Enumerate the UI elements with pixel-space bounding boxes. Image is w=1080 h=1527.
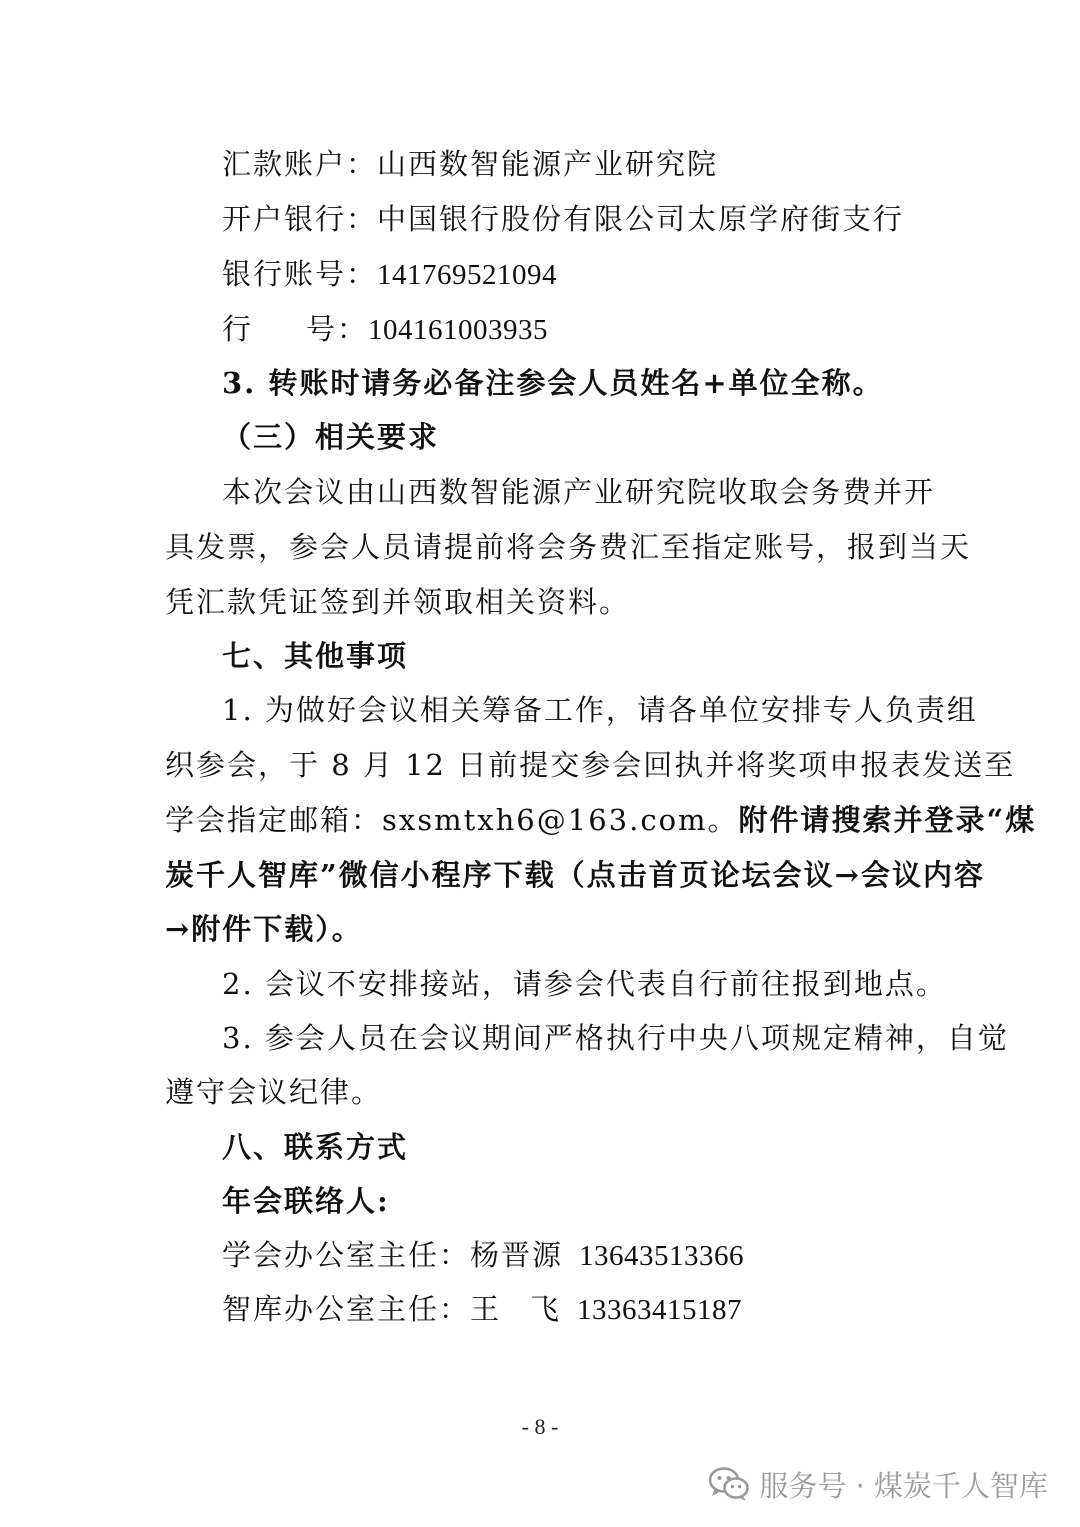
account-number-line: [222, 254, 922, 294]
account-label: 汇款账户：: [222, 147, 378, 181]
bank-number-label-b: 号：: [306, 312, 369, 346]
bank-value: 中国银行股份有限公司太原学府街支行: [377, 202, 905, 236]
other-item-3-line-2: 遵守会议纪律。: [165, 1075, 383, 1109]
contact-2-phone: 13363415187: [577, 1294, 743, 1326]
wechat-icon: [709, 1467, 749, 1501]
contact-1-phone: 13643513366: [579, 1240, 745, 1272]
watermark: [709, 1462, 1048, 1506]
bank-number-line: [222, 309, 922, 349]
other-item-1-line-2: 织参会，于 8 月 12 日前提交参会回执并将奖项申报表发送至: [165, 748, 1016, 782]
account-line: [222, 144, 922, 184]
contact-2-name-b: 飞: [530, 1292, 562, 1326]
bank-number-value: 104161003935: [368, 314, 549, 346]
bank-number-label-a: 行: [222, 312, 254, 346]
account-value: 山西数智能源产业研究院: [377, 147, 719, 181]
contact-2-name-a: 王: [470, 1292, 502, 1326]
requirements-paragraph-line-2: 具发票，参会人员请提前将会务费汇至指定账号，报到当天: [165, 530, 972, 564]
requirements-paragraph-line-1: 本次会议由山西数智能源产业研究院收取会务费并开: [222, 475, 936, 509]
email-text: 学会指定邮箱：sxsmtxh6@163.com。: [165, 803, 739, 837]
contact-1-name: 杨晋源: [470, 1238, 564, 1272]
watermark-text: 服务号 · 煤炭千人智库: [759, 1468, 1048, 1503]
bank-line: [222, 199, 922, 239]
contact-2-role: 智库办公室主任：: [222, 1292, 471, 1326]
other-item-2: 2. 会议不安排接站，请参会代表自行前往报到地点。: [222, 967, 947, 1001]
account-number-label: 银行账号：: [222, 257, 378, 291]
other-item-1-line-5: →附件下载）。: [165, 912, 363, 946]
other-item-1-line-4: 炭千人智库”微信小程序下载（点击首页论坛会议→会议内容: [165, 858, 985, 892]
transfer-note: 3. 转账时请务必备注参会人员姓名+单位全称。: [222, 366, 884, 400]
contact-2: [222, 1289, 922, 1329]
contact-1: [222, 1235, 922, 1275]
requirements-heading: （三）相关要求: [222, 420, 440, 454]
bank-label: 开户银行：: [222, 202, 378, 236]
page-number: - 8 -: [521, 1414, 559, 1439]
contact-subheading: 年会联络人:: [222, 1184, 390, 1218]
other-item-3-line-1: 3. 参会人员在会议期间严格执行中央八项规定精神，自觉: [222, 1021, 1009, 1055]
contact-heading: 八、联系方式: [222, 1130, 409, 1164]
requirements-paragraph-line-3: 凭汇款凭证签到并领取相关资料。: [165, 585, 631, 619]
contact-1-role: 学会办公室主任：: [222, 1238, 471, 1272]
other-item-1-line-1: 1. 为做好会议相关筹备工作，请各单位安排专人负责组: [222, 693, 978, 727]
account-number-value: 141769521094: [377, 259, 558, 291]
other-item-1-line-3: [165, 800, 1037, 840]
other-matters-heading: 七、其他事项: [222, 639, 409, 673]
attachment-note-start: 附件请搜索并登录“煤: [738, 803, 1037, 837]
